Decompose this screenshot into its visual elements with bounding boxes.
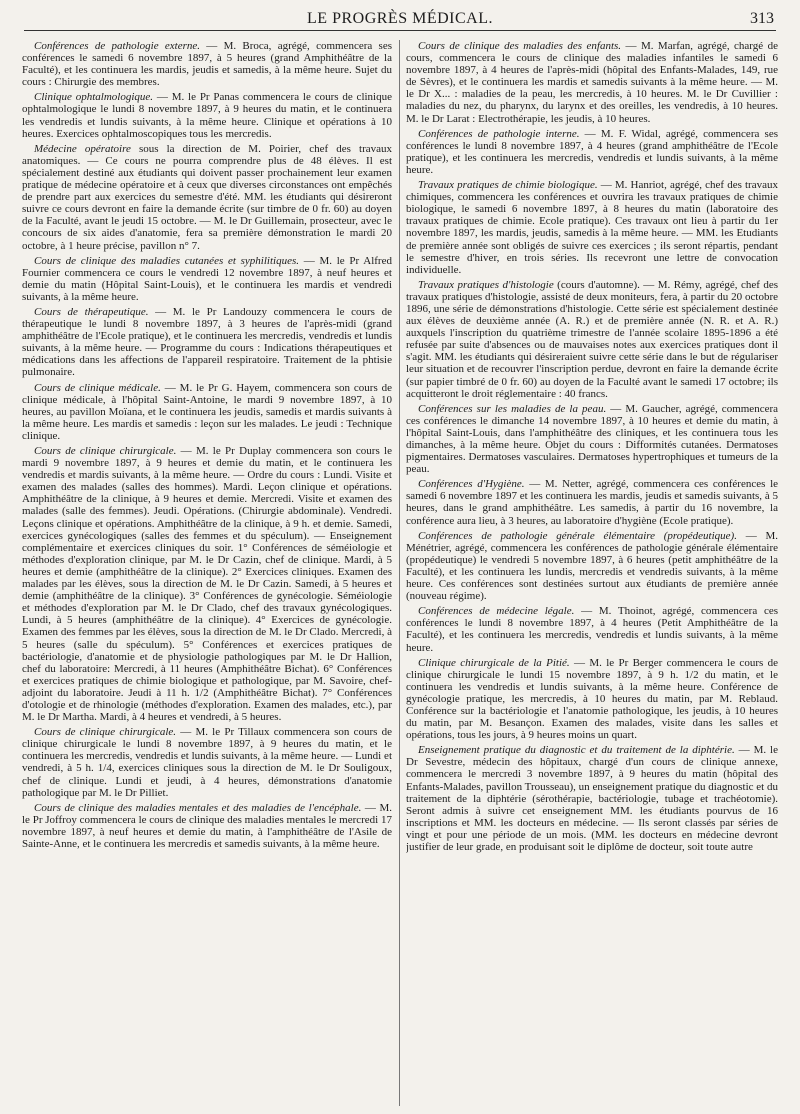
announcement-body: — M. Gaucher, agrégé, commencera ces conférences le dimanche 14 novembre 1897, à 10 heures et demie du matin, à l'hôpital Saint-Louis, dans l'amphithéâtre des cliniques, et les continuera tous les dimanches, à la même heure. Objet du cours : Difformités cutanées. Dermatoses pigmentaires. Dermatoses vasculaires. Dermatoses hypertrophiques et tumeurs de la peau.	[406, 402, 778, 476]
announcement-heading: Clinique ophtalmologique.	[34, 91, 154, 104]
announcement-body: — M. F. Widal, agrégé, commencera ses conférences le lundi 8 novembre 1897, à 4 heures (grand amphithéâtre de l'Ecole pratique), et les continuera les mercredis, vendredis et lundis suivants, à la même heure.	[406, 127, 778, 176]
announcement-paragraph	[406, 128, 778, 176]
announcement-heading: Cours de thérapeutique.	[34, 305, 149, 318]
announcement-paragraph	[22, 255, 392, 303]
announcement-body: — M. Ménétrier, agrégé, commencera les conférences de pathologie générale élémentaire (propédeutique) le vendredi 5 novembre 1897, à 6 heures (petit amphithéâtre de la Faculté), et les continuera les lundis, mercredis et vendredis suivants, à la même heure. Ces conférences sont destinées surtout aux étudiants de première année (nouveau régime).	[406, 529, 778, 603]
announcement-heading: Conférences de pathologie générale élémentaire (propédeutique).	[418, 529, 737, 542]
announcement-heading: Conférences sur les maladies de la peau.	[418, 402, 607, 415]
announcement-paragraph	[22, 306, 392, 379]
announcement-body: — M. Hanriot, agrégé, chef des travaux chimiques, commencera les conférences et ouvrira les travaux pratiques de chimie biologique, le samedi 6 novembre 1897, à 8 heures du matin (laboratoire des travaux pratiques de chimie. Ecole pratique). Ces travaux ont lieu à partir du 1er novembre 1897, les mardis, jeudis, samedis à la même heure. — MM. les Etudiants de première année sont obligés de suivre ces exercices ; ils seront répartis, pendant le semestre d'hiver, en trois séries. Ils recevront une lettre de convocation individuelle.	[406, 179, 778, 276]
announcement-heading: Cours de clinique chirurgicale.	[34, 445, 177, 457]
announcement-body: — M. le Pr Duplay commencera son cours le mardi 9 novembre 1897, à 9 heures et demie du matin, et le continuera les vendredis et mardis suivants, à la même heure. — Ordre du cours : Lundi. Visite et examen des malades (salles des hommes). Mardi. Leçon clinique et opérations. Amphithéâtre de la clinique, à 9 heures et demie. Mercredi. Visite et examen des malades (salle des femmes). Jeudi. Opérations. (Chirurgie abdominale). Vendredi. Leçons clinique et opérations. Amphithéâtre de la clinique, à 9 h. et demie. Samedi, exercices gynécologiques (salles des femmes et du spéculum). — Enseignement complémentaire et exercices cliniques du soir. 1° Conférences de séméiologie et méthodes d'exploration clinique, par M. le Dr Cazin, chef de clinique. Mardi, à 5 heures et demie (amphithéâtre de la clinique). 2° Exercices cliniques. Examen des malades par les élèves, sous la direction de M. le Dr Cazin. Samedi, à 5 heures et demie (amphithéâtre de la clinique). 3° Conférences de gynécologie. Séméiologie et méthodes d'exploration par M. le Dr Clado, chef des travaux gynécologiques. Lundi, à 5 heures (amphithéâtre de la clinique). 4° Exercices de gynécologie. Examen des femmes par les élèves, sous la direction de M. le Dr Clado. Mercredi, à 5 heures (salle du spéculum). 5° Conférences et exercices pratiques de bactériologie, d'anatomie et de physiologie pathologiques par M. le Dr Hallion, chef du laboratoire: Mercredi, à 11 heures (Amphithéâtre Bichat). 6° Conférences et exercices pratiques de chimie biologique et pathologique, par M. Savoire, chef-adjoint du laboratoire. Jeudi à 11 h. 1/2 (Amphithéâtre Bichat). 7° Conférences d'otologie et de rhinologie (méthodes d'exploration. Examen des malades, etc.), par M. le Dr Martha. Mardi, à 4 heures et vendredi, à 5 heures.	[22, 445, 392, 724]
announcement-paragraph	[22, 445, 392, 723]
right-column	[406, 40, 778, 1108]
announcement-paragraph	[406, 744, 778, 853]
column-divider	[399, 40, 400, 1106]
running-title: LE PROGRÈS MÉDICAL.	[307, 10, 493, 27]
announcement-heading: Clinique chirurgicale de la Pitié.	[418, 656, 570, 669]
announcement-body: — M. le Pr Panas commencera le cours de clinique ophtalmologique le lundi 8 novembre 1897, à 9 heures du matin, et le continuera les vendredis et lundis suivants, à la même heure. Clinique et opérations à 10 heures. Exercices ophtalmoscopiques tous les mercredis.	[22, 91, 392, 140]
announcement-paragraph	[406, 605, 778, 653]
announcement-body: — M. Broca, agrégé, commencera ses conférences le samedi 6 novembre 1897, à 5 heures (grand Amphithéâtre de la Faculté), et les continuera les mardis, jeudis et samedis, à la même heure. Sujet du cours : Chirurgie des membres.	[22, 40, 392, 89]
left-column	[22, 40, 392, 1108]
announcement-heading: Conférences de médecine légale.	[418, 605, 575, 618]
announcement-paragraph	[406, 40, 778, 125]
announcement-paragraph	[22, 382, 392, 442]
announcement-paragraph	[406, 403, 778, 476]
announcement-heading: Conférences de pathologie externe.	[34, 40, 200, 52]
announcement-body: — M. Netter, agrégé, commencera ces conférences le samedi 6 novembre 1897 et les continuera les mardis, jeudis et samedis suivants, à 5 heures, dans le grand amphithéâtre. Les samedis, à partir du 16 novembre, la conférence aura lieu, à 3 heures, au laboratoire d'hygiène (Ecole pratique).	[406, 478, 778, 527]
announcement-body: — M. le Pr Tillaux commencera son cours de clinique chirurgicale le lundi 8 novembre 1897, à 9 heures du matin, et le continuera les mercredis, vendredis et lundis suivants, à la même heure. — Lundi et vendredi, à 5 h. 1/4, exercices cliniques sous la direction de M. le Dr Souligoux, chef de clinique. Lundi et jeudi, à 4 heures, démonstrations d'anatomie pathologique par M. le Dr Pilliet.	[22, 726, 392, 799]
announcement-paragraph	[406, 478, 778, 526]
announcement-heading: Cours de clinique médicale.	[34, 381, 161, 394]
announcement-heading: Cours de clinique des maladies mentales et des maladies de l'encéphale.	[34, 801, 362, 814]
announcement-paragraph	[22, 91, 392, 139]
announcement-heading: Cours de clinique chirurgicale.	[34, 726, 177, 739]
announcement-body: — M. le Pr Berger commencera le cours de clinique chirurgicale le lundi 15 novembre 1897, à 9 h. 1/2 du matin, et le continuera les vendredis et lundis suivants, à la même heure. Conférence de gynécologie pratique, les mercredis, à 10 heures du matin, par M. Reblaud. Conférence sur la bactériologie et l'anatomie pathologique, les jeudis, à 10 heures du matin, par M. Besançon. Examen des malades, visite dans les salles et opérations, tous les jours, à 9 heures moins un quart.	[406, 656, 778, 742]
announcement-body: sous la direction de M. Poirier, chef des travaux anatomiques. — Ce cours ne pourra comprendre plus de 48 élèves. Il est spécialement destiné aux étudiants qui doivent passer prochainement leur examen pratique de médecine opératoire et à ceux que diverses circonstances ont empêchés de prendre part aux exercices du semestre d'été. MM. les étudiants qui désireront suivre ce cours devront en faire la demande écrite (sur timbre de 0 fr. 60) au doyen de la Faculté, avant le jeudi 15 octobre. — M. le Dr Guillemain, prosecteur, avec le concours de six aides d'anatomie, fera sa première démonstration le mardi 20 octobre, à 1 heure précise, pavillon n° 7.	[22, 142, 392, 252]
announcement-heading: Travaux pratiques de chimie biologique.	[418, 179, 598, 192]
announcement-heading: Cours de clinique des maladies cutanées et syphilitiques.	[34, 254, 299, 267]
announcement-paragraph	[22, 802, 392, 850]
announcement-heading: Conférences d'Hygiène.	[418, 478, 525, 491]
running-head	[24, 8, 776, 31]
announcement-heading: Conférences de pathologie interne.	[418, 127, 580, 140]
announcement-heading: Travaux pratiques d'histologie	[418, 278, 554, 291]
announcement-body: — M. le Pr Alfred Fournier commencera ce cours le vendredi 12 novembre 1897, à neuf heures et demie du matin (Hôpital Saint-Louis), et le continuera les mardis et vendredi suivants, à la même heure.	[22, 254, 392, 303]
announcement-paragraph	[22, 726, 392, 799]
announcement-paragraph	[22, 40, 392, 88]
announcement-heading: Cours de clinique des maladies des enfants.	[418, 40, 622, 52]
announcement-paragraph	[406, 179, 778, 276]
announcement-body: — M. Thoinot, agrégé, commencera ces conférences le lundi 8 novembre 1897, à 4 heures (Petit Amphithéâtre de la Faculté), et les continuera les mercredis, vendredis et lundis suivants, à la même heure.	[406, 605, 778, 654]
announcement-body: — M. le Pr Landouzy commencera le cours de thérapeutique le lundi 8 novembre 1897, à 3 heures de l'après-midi (grand amphithéâtre de l'Ecole pratique), et le continuera les mercredis, vendredis et lundis suivants, à la même heure. — Programme du cours : Indications thérapeutiques et médications dans les affections de l'appareil respiratoire. Traitement de la phtisie pulmonaire.	[22, 305, 392, 379]
announcement-paragraph	[406, 657, 778, 742]
announcement-paragraph	[406, 530, 778, 603]
announcement-body: — M. le Pr Joffroy commencera le cours de clinique des maladies mentales le mercredi 17 novembre 1897, à neuf heures et demie du matin, à l'amphithéâtre de l'Asile de Sainte-Anne, et le continuera les mercredis et samedis suivants, à la même heure.	[22, 801, 392, 850]
announcement-heading: Médecine opératoire	[34, 142, 131, 155]
page-number: 313	[750, 10, 774, 27]
announcement-body: — M. Marfan, agrégé, chargé de cours, commencera le cours de clinique des maladies infantiles le samedi 6 novembre 1897, à 4 heures de l'après-midi (hôpital des Enfants-Malades, 149, rue de Sèvres), et le continuera les mardis et samedis suivants à la même heure. — M. le Dr X... : maladies de la peau, les mercredis, à 10 heures. M. le Dr Cuvillier : maladies du nez, du pharynx, du larynx et des oreilles, les vendredis, à 10 heures. M. le Dr Larat : Electrothérapie, les jeudis, à 10 heures.	[406, 40, 778, 125]
announcement-paragraph	[22, 143, 392, 252]
announcement-body: — M. le Dr Sevestre, médecin des hôpitaux, chargé d'un cours de clinique annexe, commencera le mercredi 3 novembre 1897, à 9 heures du matin (hôpital des Enfants-Malades, pavillon Trousseau), un enseignement pratique du diagnostic et du traitement de la diphtérie (sérothérapie, bactériologie, tubage et trachéotomie). Seront admis à suivre cet enseignement MM. les étudiants pourvus de 16 inscriptions et MM. les docteurs en médecine. — Ils seront classés par séries de vingt et pour une période de un mois. (MM. les docteurs en médecine devront justifier de leur grade, en produisant soit le diplôme de docteur, soit toute autre	[406, 744, 778, 853]
announcement-heading: Enseignement pratique du diagnostic et du traitement de la diphtérie.	[418, 744, 735, 757]
announcement-body: (cours d'automne). — M. Rémy, agrégé, chef des travaux pratiques d'histologie, assisté de deux moniteurs, fera, à partir du 20 octobre 1896, une série de démonstrations d'histologie. Cette série est spécialement destinée aux élèves de deuxième année (A. R.) et de première année (N. R. et A. R.) auxquels l'inscription du quatrième trimestre de l'année scolaire 1895-1896 a été refusée par suite d'absences ou de mauvaises notes aux exercices pratiques dont il s'agit. MM. les étudiants qui désireraient suivre cette série dans le but de régulariser leur situation et de recouvrer l'inscription perdue, devront en faire la demande écrite (sur papier timbré de 0 fr. 60) au doyen de la Faculté avant le samedi 17 octobre; ils acquitteront le droit réglementaire : 40 francs.	[406, 278, 778, 400]
announcement-paragraph	[406, 279, 778, 400]
announcement-body: — M. le Pr G. Hayem, commencera son cours de clinique médicale, à l'hôpital Saint-Antoine, le mardi 9 novembre 1897, à 10 heures, au pavillon Moïana, et le continuera les jeudis, samedis et mardis suivants à la même heure. Les mardis et samedis : leçon sur les malades. Le jeudi : Technique clinique.	[22, 381, 392, 442]
